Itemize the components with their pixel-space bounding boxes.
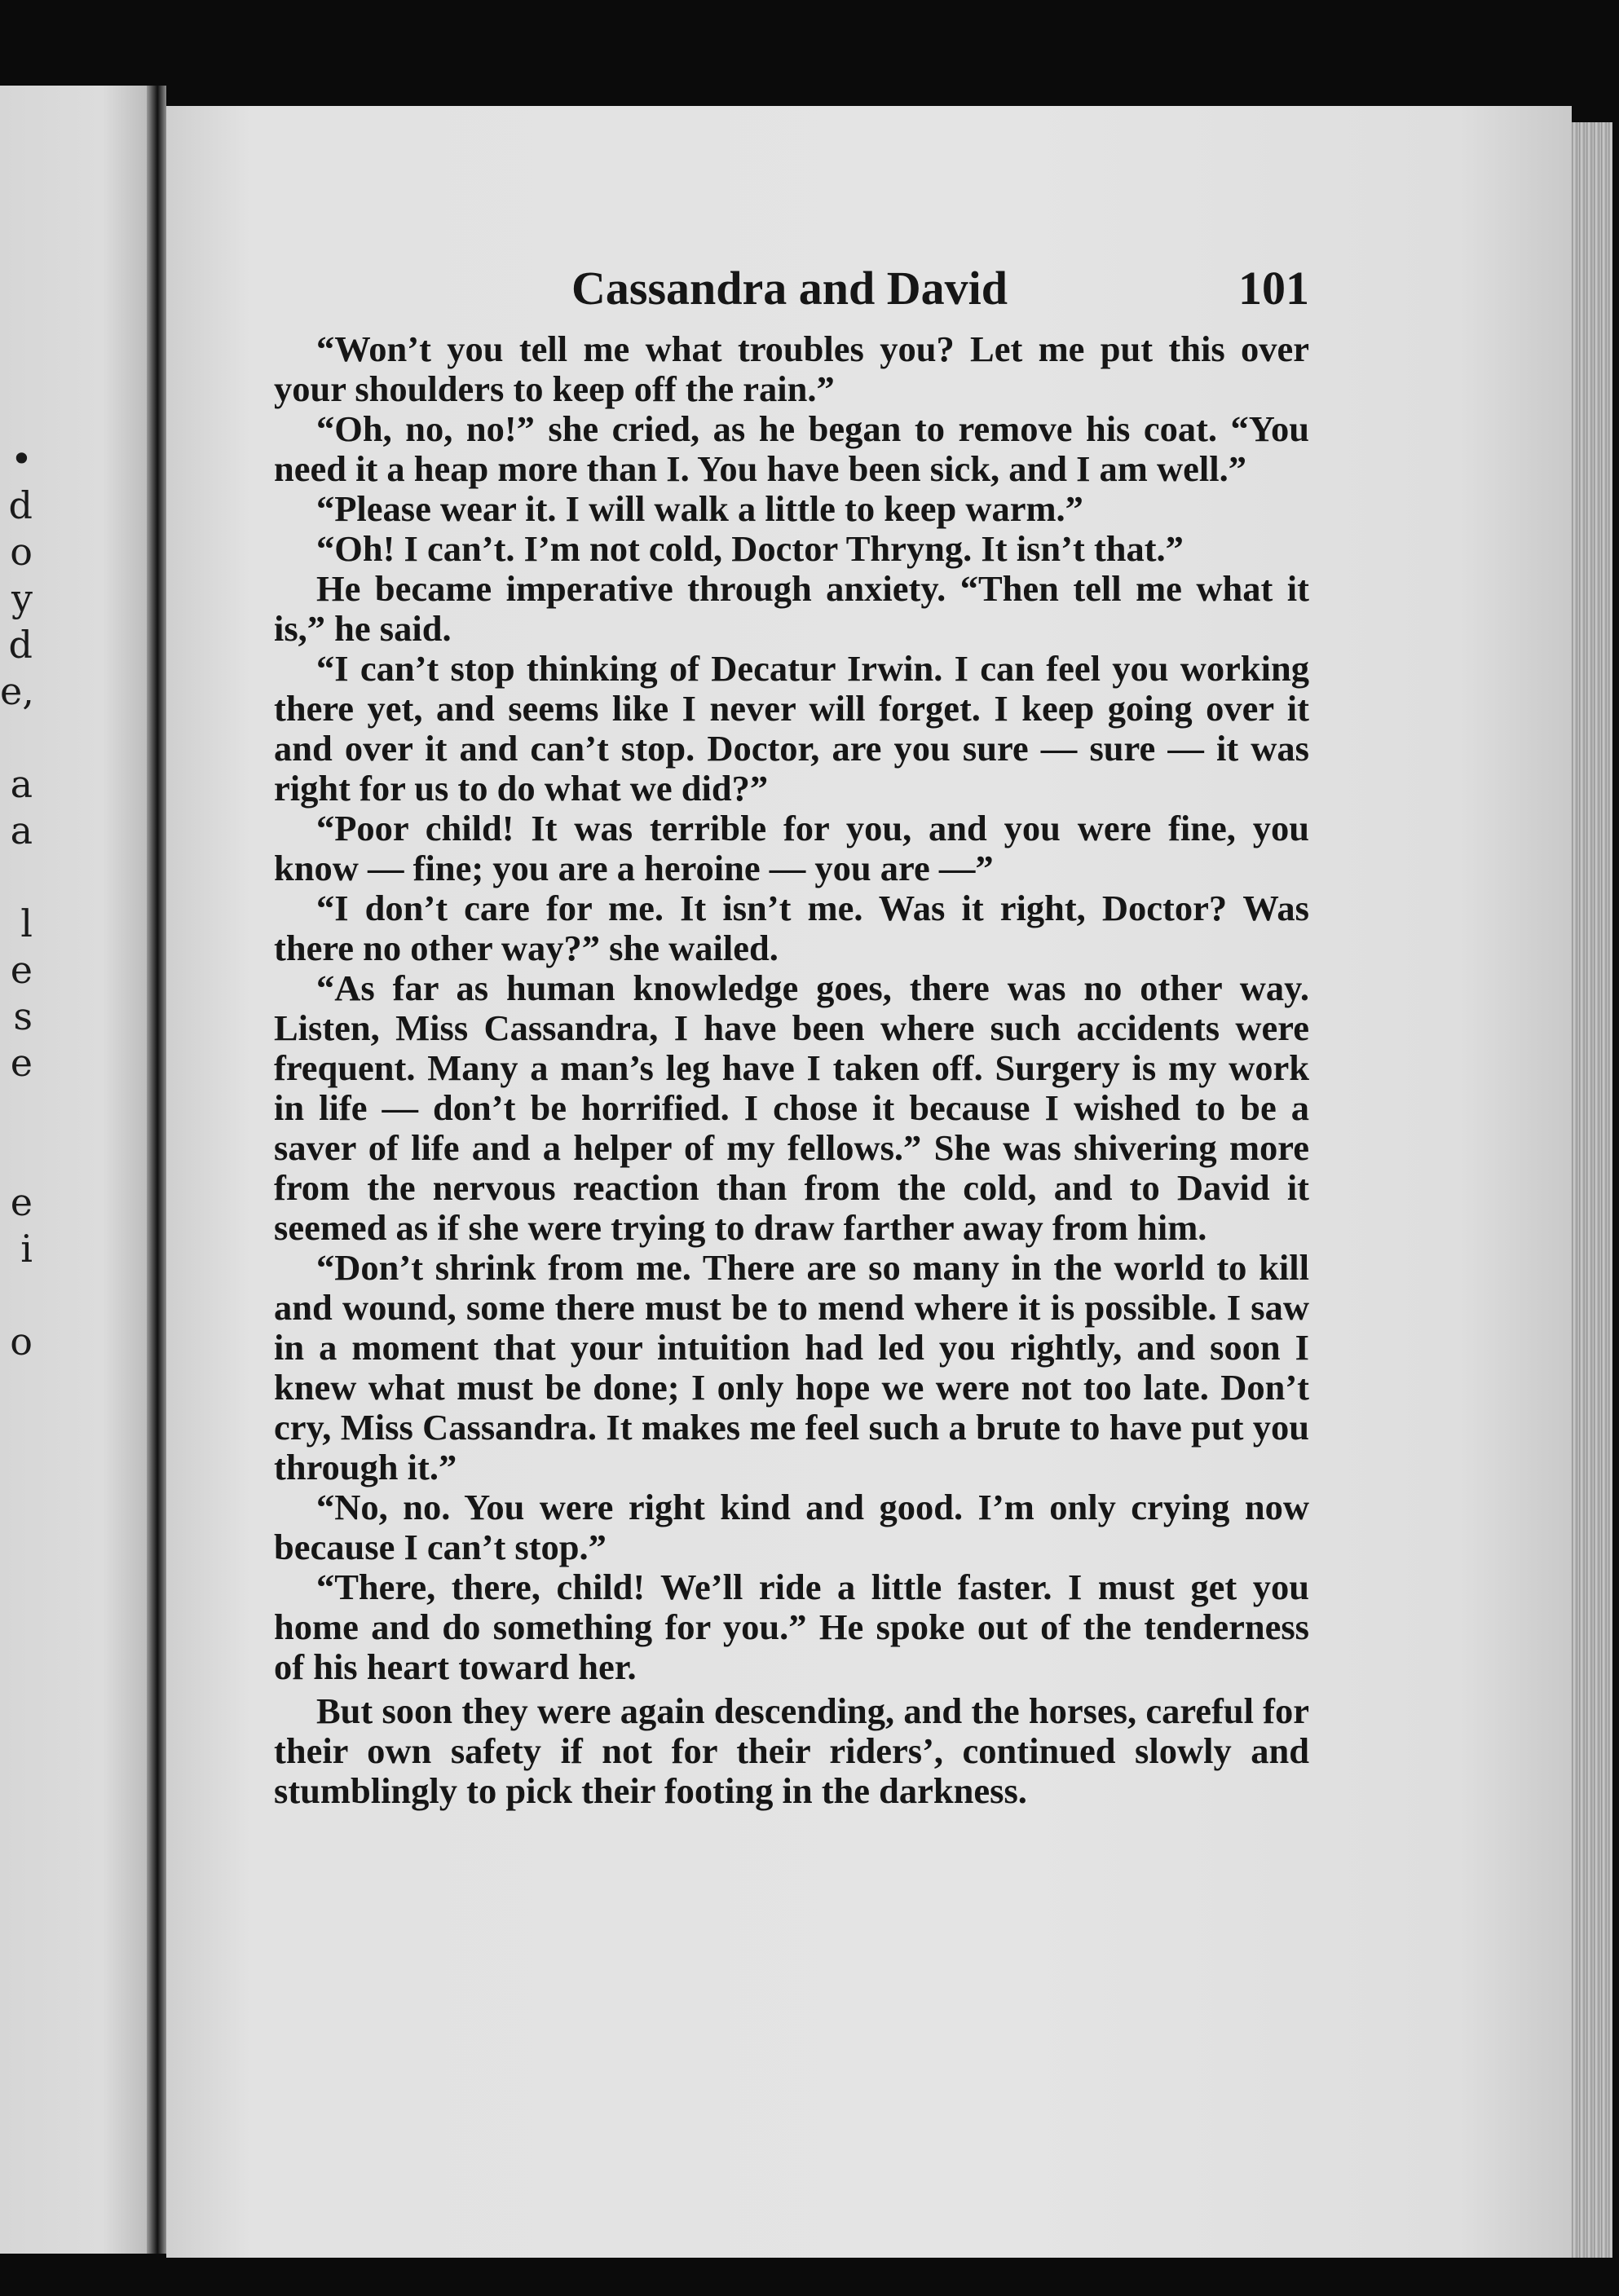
paragraph: “As far as human knowledge goes, there was no other way. Listen, Miss Cassandra, I have been where such accidents were frequent. Many a man’s leg have I taken off. Surgery is my work in life — don’t be horrified. I chose it because I wished to be a saver of life and a helper of my fellows.” She was shivering more from the nervous reaction than from the cold, and to David it seemed as if she were trying to draw farther away from him.	[274, 967, 1309, 1248]
running-head-title: Cassandra and David	[571, 262, 1008, 315]
fragment: o	[10, 1320, 33, 1364]
paragraph: “Won’t you tell me what troubles you? Let me put this over your shoulders to keep off the rain.”	[274, 328, 1309, 409]
fragment: o	[10, 530, 33, 574]
page-number: 101	[1238, 262, 1309, 315]
fragment	[0, 1272, 33, 1319]
fragment	[0, 854, 33, 901]
paragraph: “No, no. You were right kind and good. I’m only crying now because I can’t stop.”	[274, 1487, 1309, 1567]
page-text	[274, 261, 1309, 1811]
running-head	[274, 261, 1309, 329]
fragment: e	[10, 948, 33, 992]
fragment: e	[10, 1180, 33, 1224]
fragment	[0, 1365, 33, 1412]
fragment: d	[8, 483, 33, 527]
fragment: y	[11, 576, 33, 620]
fragment: •	[10, 437, 33, 481]
fragment: e,	[0, 669, 34, 713]
paragraph: “I can’t stop thinking of Decatur Irwin. I can feel you working there yet, and seems like I never will forget. I keep going over it and over it and can’t stop. Doctor, are you sure — sure — it was right for us to do what we did?”	[274, 648, 1309, 809]
paragraph: “Oh! I can’t. I’m not cold, Doctor Thryng. It isn’t that.”	[316, 528, 1184, 569]
fragment: d	[8, 623, 33, 667]
fragment: a	[10, 809, 33, 853]
fragment	[0, 715, 33, 761]
book-gutter	[147, 86, 166, 2254]
paragraph: “Oh, no, no!” she cried, as he began to remove his coat. “You need it a heap more than I. You have been sick, and I am well.”	[274, 408, 1309, 489]
paragraph: “I don’t care for me. It isn’t me. Was it right, Doctor? Was there no other way?” she wailed.	[274, 888, 1309, 968]
fragment: i	[20, 1227, 33, 1271]
paragraph: “There, there, child! We’ll ride a little faster. I must get you home and do something for you.” He spoke out of the tenderness of his heart toward her.	[274, 1567, 1309, 1687]
fragment: s	[13, 994, 33, 1038]
paragraph: “Don’t shrink from me. There are so many in the world to kill and wound, some there must be to mend where it is possible. I saw in a moment that your intuition had led you rightly, and soon I knew what must be done; I only hope we were not too late. Don’t cry, Miss Cassandra. It makes me feel such a brute to have put you through it.”	[274, 1247, 1309, 1487]
paragraph: “Please wear it. I will walk a little to keep warm.”	[316, 488, 1083, 529]
paragraph: “Poor child! It was terrible for you, and you were fine, you know — fine; you are a heroine — you are —”	[274, 808, 1309, 888]
fragment: e	[10, 1041, 33, 1085]
fragment	[0, 1086, 33, 1133]
previous-page-edge	[0, 86, 147, 2254]
paragraph: He became imperative through anxiety. “Then tell me what it is,” he said.	[274, 568, 1309, 649]
fragment	[0, 1133, 33, 1179]
paragraph: But soon they were again descending, and the horses, careful for their own safety if not for their riders’, continued slowly and stumblingly to pick their footing in the darkness.	[274, 1690, 1309, 1811]
page-stack-edge	[1572, 122, 1612, 2258]
fragment: l	[20, 901, 33, 945]
fragment: a	[10, 762, 33, 806]
previous-page-fragments	[0, 436, 33, 1412]
